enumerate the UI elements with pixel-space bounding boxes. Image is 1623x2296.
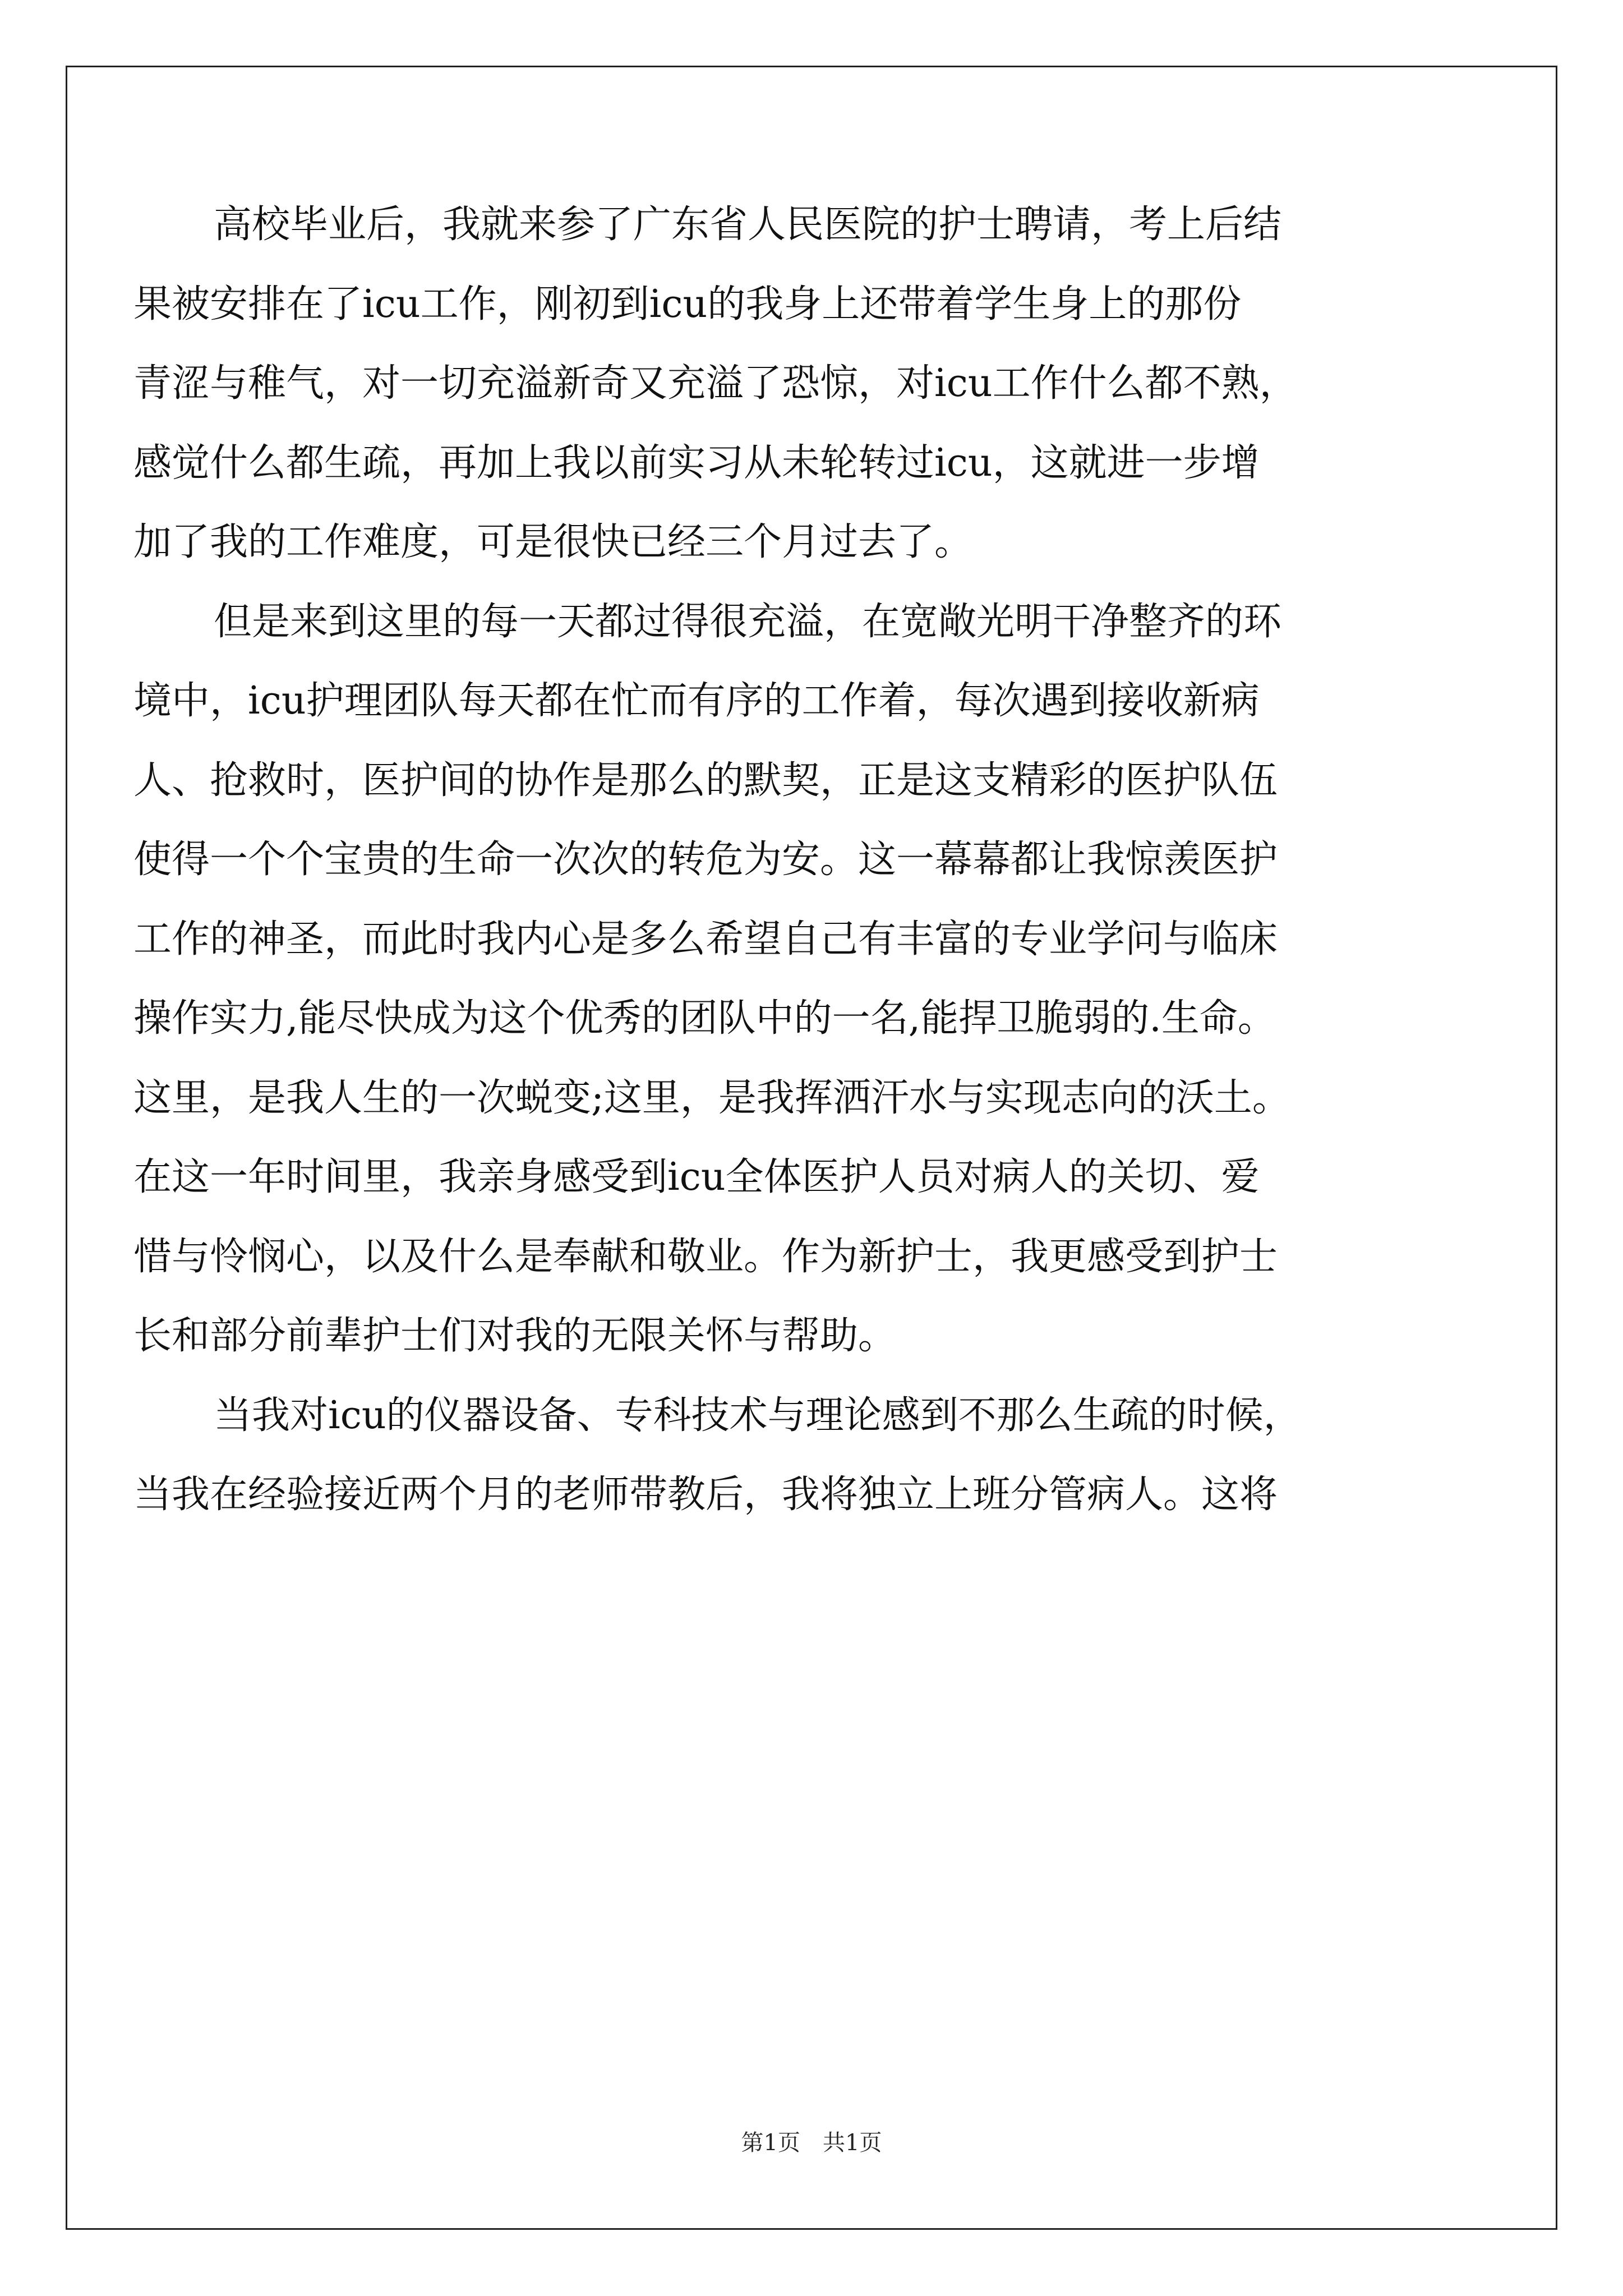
paragraph-1-line-1: 高校毕业后，我就来参了广东省人民医院的护士聘请，考上后结: [214, 203, 1282, 247]
paragraph-1-line-3: 青涩与稚气，对一切充溢新奇又充溢了恐惊，对icu工作什么都不熟，: [133, 361, 1298, 406]
paragraph-3-line-1: 当我对icu的仪器设备、专科技术与理论感到不那么生疏的时候，: [214, 1393, 1302, 1438]
page-total-label: 共1页: [823, 2130, 882, 2156]
paragraph-2-line-5: 工作的神圣，而此时我内心是多么希望自己有丰富的专业学问与临床: [133, 917, 1278, 961]
paragraph-2-line-1: 但是来到这里的每一天都过得很充溢，在宽敞光明干净整齐的环: [214, 599, 1282, 644]
paragraph-1-line-5: 加了我的工作难度，可是很快已经三个月过去了。: [133, 520, 973, 564]
paragraph-2-line-9: 惜与怜悯心，以及什么是奉献和敬业。作为新护士，我更感受到护士: [133, 1234, 1278, 1279]
paragraph-3-line-2: 当我在经验接近两个月的老师带教后，我将独立上班分管病人。这将: [133, 1473, 1278, 1517]
paragraph-2-line-3: 人、抢救时，医护间的协作是那么的默契，正是这支精彩的医护队伍: [133, 758, 1278, 803]
document-body: [133, 185, 1446, 1535]
paragraph-1-line-4: 感觉什么都生疏，再加上我以前实习从未轮转过icu，这就进一步增: [133, 440, 1260, 485]
paragraph-2-line-4: 使得一个个宝贵的生命一次次的转危为安。这一幕幕都让我惊羡医护: [133, 838, 1278, 882]
paragraph-2-line-10: 长和部分前辈护士们对我的无限关怀与帮助。: [133, 1314, 897, 1358]
paragraph-2-line-7: 这里，是我人生的一次蜕变;这里，是我挥洒汗水与实现志向的沃土。: [133, 1075, 1290, 1120]
page-number-label: 第1页: [741, 2130, 800, 2156]
paragraph-1-line-2: 果被安排在了icu工作，刚初到icu的我身上还带着学生身上的那份: [133, 282, 1242, 326]
paragraph-2-line-6: 操作实力,能尽快成为这个优秀的团队中的一名,能捍卫脆弱的.生命。: [133, 996, 1276, 1041]
page-footer: [0, 2129, 1623, 2157]
paragraph-2-line-8: 在这一年时间里，我亲身感受到icu全体医护人员对病人的关切、爱: [133, 1155, 1260, 1199]
paragraph-2-line-2: 境中，icu护理团队每天都在忙而有序的工作着，每次遇到接收新病: [133, 679, 1260, 723]
